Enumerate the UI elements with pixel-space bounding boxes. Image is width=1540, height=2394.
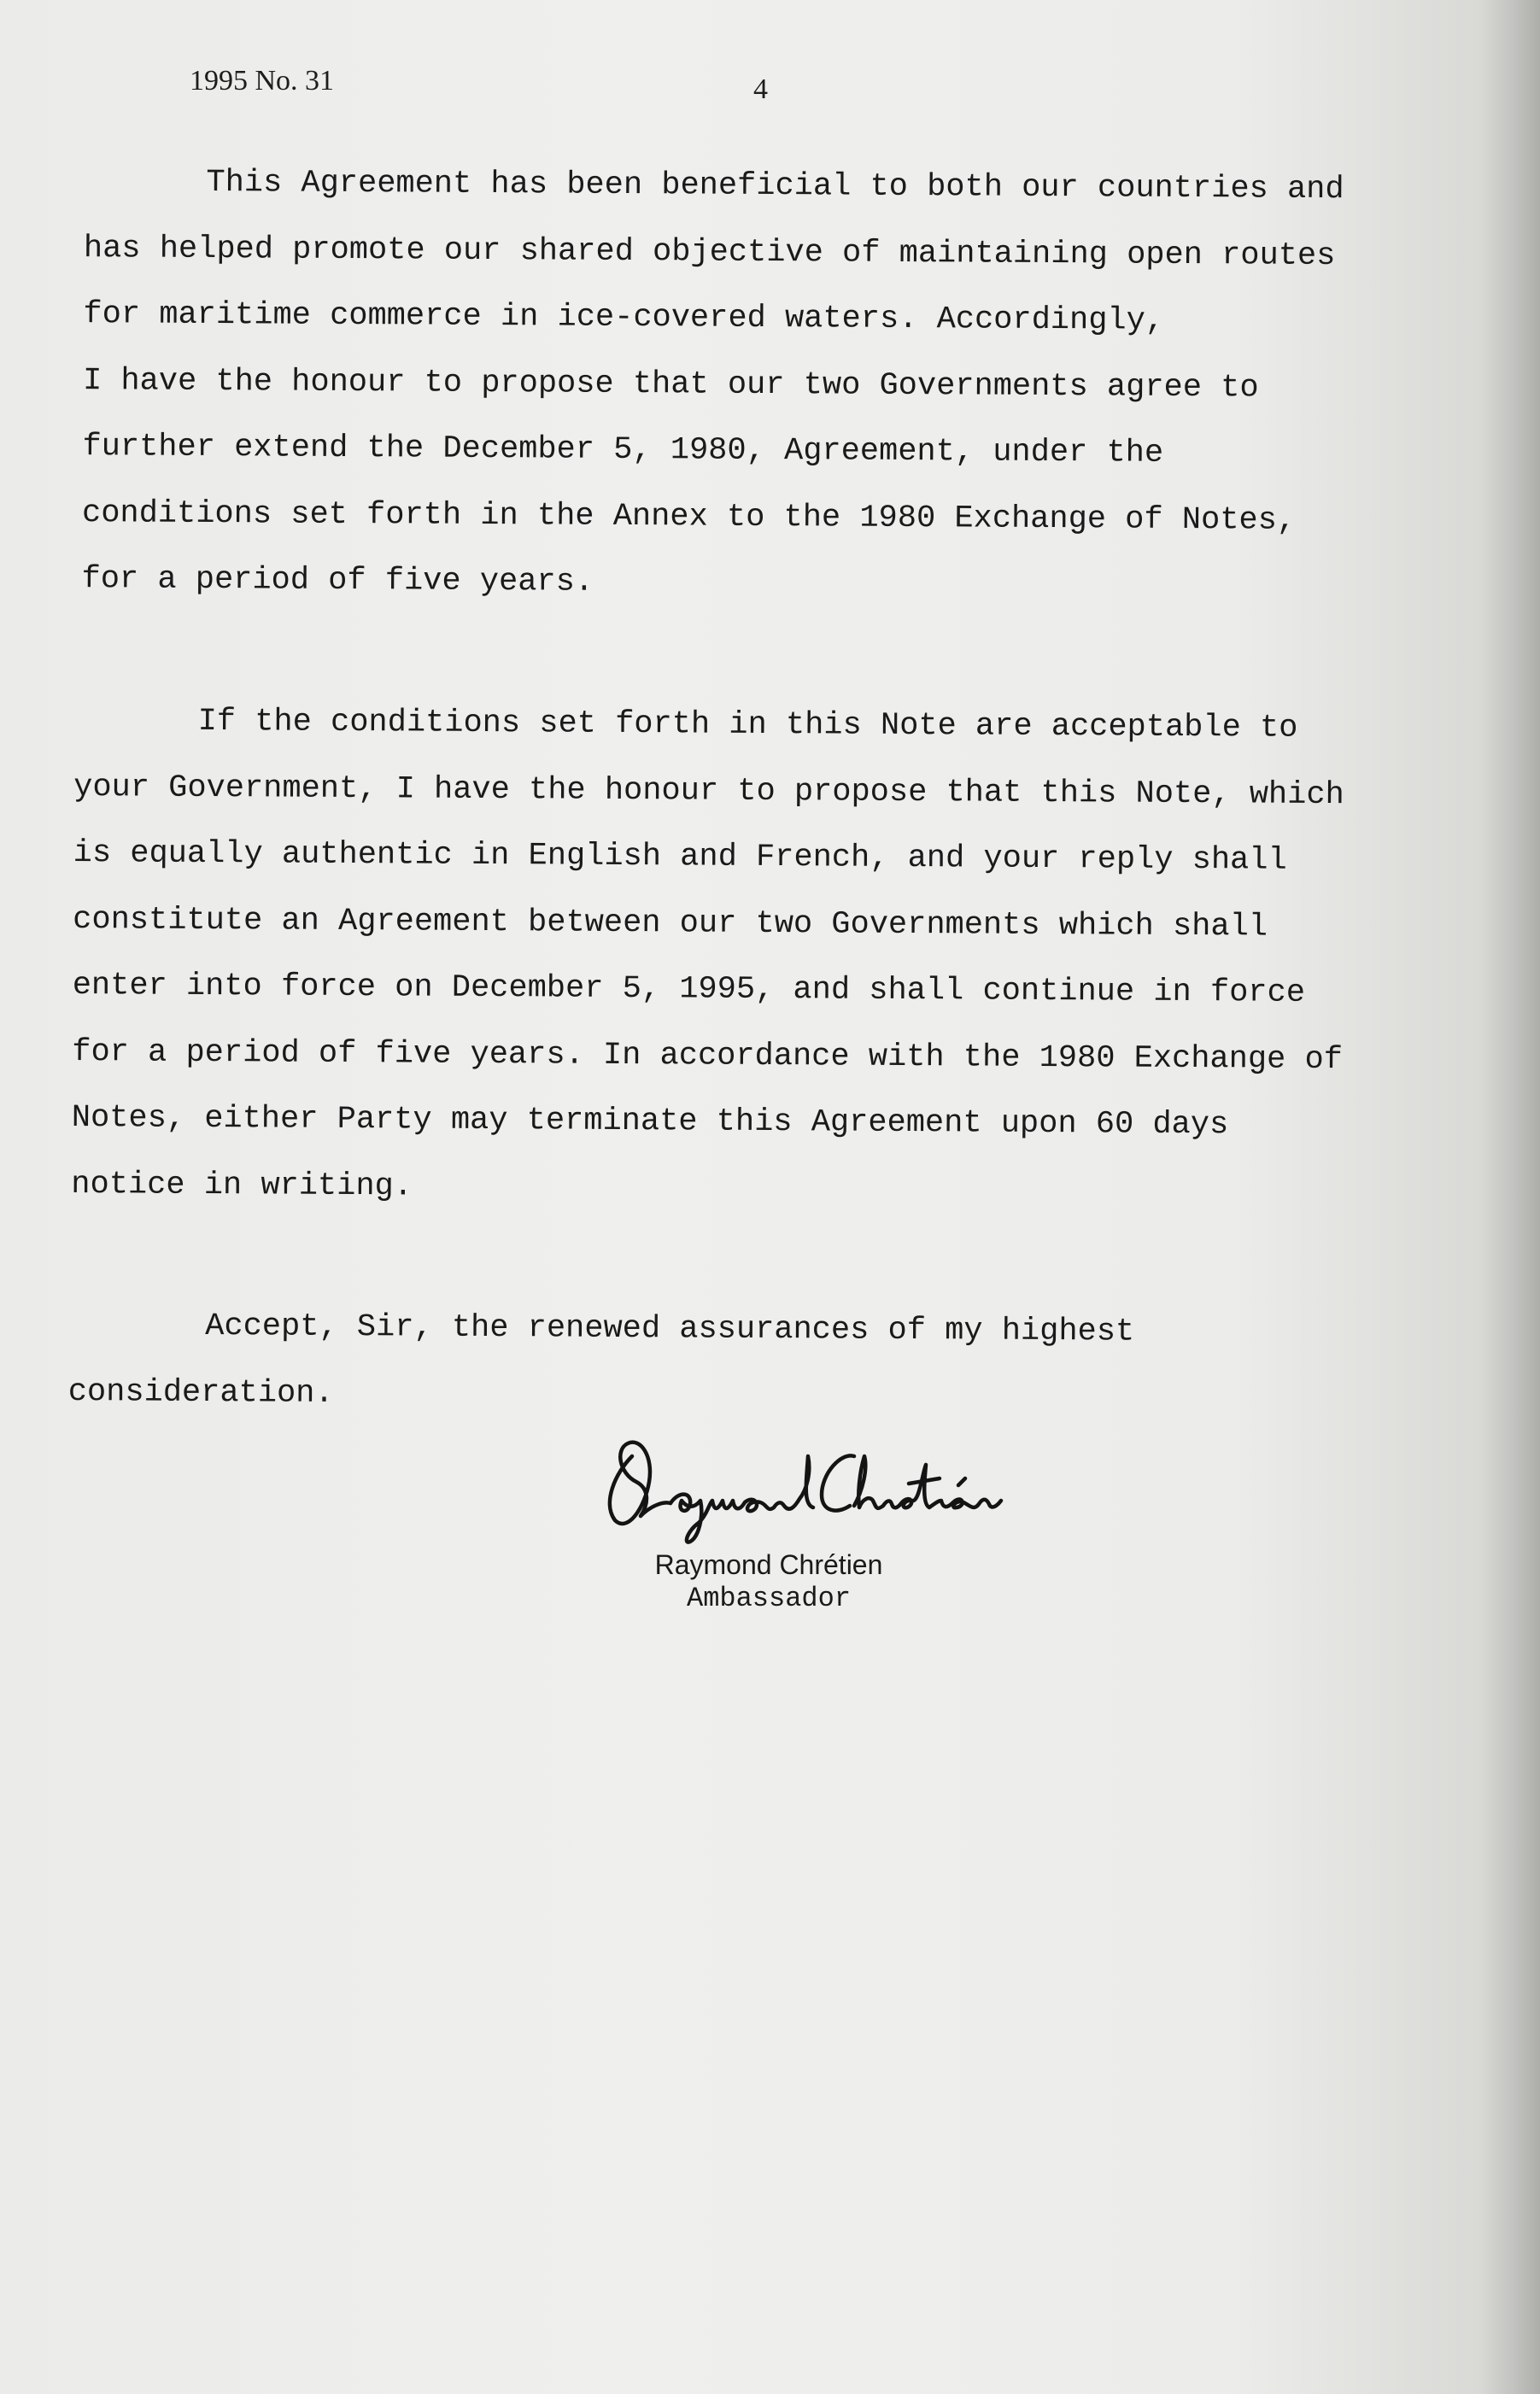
text-line: Accept, Sir, the renewed assurances of my highest: [205, 1308, 1135, 1350]
signatory-block: [628, 1548, 910, 1616]
text-line: your Government, I have the honour to propose that this Note, which: [73, 769, 1344, 813]
signatory-title: Ambassador: [686, 1583, 852, 1614]
text-line: constitute an Agreement between our two Governments which shall: [73, 901, 1268, 945]
text-line: notice in writing.: [71, 1166, 413, 1204]
paragraph-conditions: [67, 688, 1437, 1226]
page-edge-shadow: [1480, 0, 1540, 2394]
text-line: for a period of five years.: [81, 561, 594, 600]
letter-body: [68, 149, 1435, 1425]
text-line: for maritime commerce in ice-covered waters. Accordingly,: [83, 296, 1165, 339]
text-line: for a period of five years. In accordance with the 1980 Exchange of: [72, 1033, 1344, 1078]
paragraph-closing-courtesy: [68, 1293, 1436, 1434]
document-number: 1995 No. 31: [190, 65, 335, 97]
text-line: has helped promote our shared objective of maintaining open routes: [83, 230, 1336, 274]
text-line: consideration.: [67, 1373, 334, 1411]
text-line: This Agreement has been beneficial to both our countries and: [206, 164, 1344, 208]
signatory-name: Raymond Chrétien: [654, 1549, 883, 1580]
text-line: I have the honour to propose that our two Governments agree to: [82, 362, 1259, 407]
text-line: enter into force on December 5, 1995, and shall continue in force: [72, 967, 1306, 1011]
text-line: Notes, either Party may terminate this Agreement upon 60 days: [71, 1099, 1229, 1143]
page-number: 4: [753, 73, 768, 105]
page-header: [190, 58, 873, 109]
text-line: If the conditions set forth in this Note are acceptable to: [197, 703, 1298, 746]
handwritten-signature: [598, 1422, 1008, 1554]
text-line: conditions set forth in the Annex to the 1980 Exchange of Notes,: [81, 495, 1297, 539]
paragraph-agreement-benefit: [67, 149, 1436, 621]
text-line: further extend the December 5, 1980, Agreement, under the: [82, 429, 1164, 471]
text-line: is equally authentic in English and French, and your reply shall: [73, 834, 1287, 879]
